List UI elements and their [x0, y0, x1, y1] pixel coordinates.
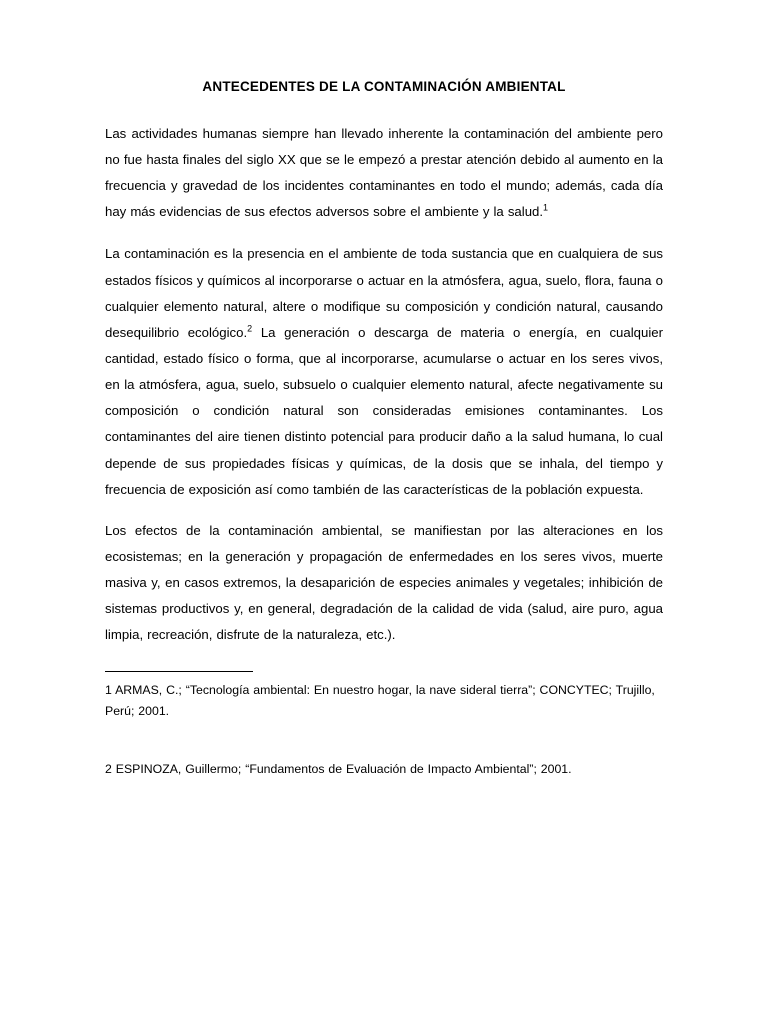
footnote-marker-1: 1	[543, 202, 549, 213]
footnote-marker-2: 2	[247, 323, 253, 334]
page-title: ANTECEDENTES DE LA CONTAMINACIÓN AMBIENTAL	[202, 79, 566, 94]
paragraph-2b-text: La generación o descarga de materia o energía, en cualquier cantidad, estado físico o forma, que al incorporarse, acumularse o actuar en los seres vivos, en la atmósfera, agua, suelo, subsuelo o cualquier elemento natural, afecte negativamente su composición o condición natural son consideradas emisiones contaminantes. Los contaminantes del aire tienen distinto potencial para producir daño a la salud humana, lo cual depende de sus propiedades físicas y químicas, de la dosis que se inhala, del tiempo y frecuencia de exposición así como también de las características de la población expuesta.	[105, 324, 663, 497]
paragraph-1	[105, 121, 663, 226]
footnote-1: 1 ARMAS, C.; “Tecnología ambiental: En nuestro hogar, la nave sideral tierra”; CONCYTEC; Trujillo, Perú; 2001.	[105, 682, 655, 718]
footnote-separator	[105, 671, 253, 672]
paragraph-2a-text: La contaminación es la presencia en el ambiente de toda sustancia que en cualquiera de sus estados físicos y químicos al incorporarse o actuar en la atmósfera, agua, suelo, flora, fauna o cualquier elemento natural, altere o modifique su composición y condición natural, causando desequilibrio ecológico.	[105, 246, 663, 340]
paragraph-1-text: Las actividades humanas siempre han llevado inherente la contaminación del ambiente pero no fue hasta finales del siglo XX que se le empezó a prestar atención debido al aumento en la frecuencia y gravedad de los incidentes contaminantes en todo el mundo; además, cada día hay más evidencias de sus efectos adversos sobre el ambiente y la salud.	[105, 125, 663, 220]
paragraph-3: Los efectos de la contaminación ambiental, se manifiestan por las alteraciones en los ecosistemas; en la generación y propagación de enfermedades en los seres vivos, muerte masiva y, en casos extremos, la desaparición de especies animales y vegetales; inhibición de sistemas productivos y, en general, degradación de la calidad de vida (salud, aire puro, agua limpia, recreación, disfrute de la naturaleza, etc.).	[105, 522, 663, 643]
footnote-2: 2 ESPINOZA, Guillermo; “Fundamentos de Evaluación de Impacto Ambiental”; 2001.	[105, 761, 572, 776]
paragraph-2	[105, 241, 663, 502]
